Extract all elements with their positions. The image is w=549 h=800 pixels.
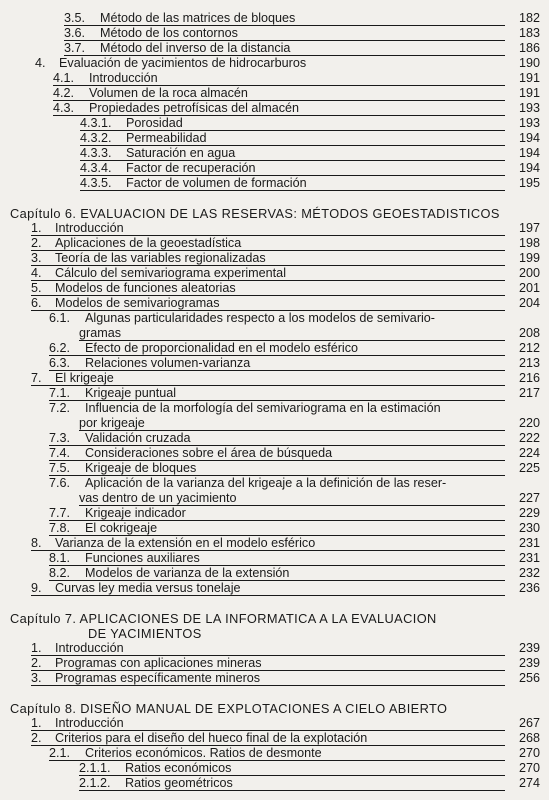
entry-number: 4. [35,56,46,70]
entry-page-number: 267 [518,716,540,730]
entry-page-number: 229 [518,506,540,520]
entry-number: 8.1. [49,551,71,565]
entry-title: Criterios económicos. Ratios de desmonte [85,746,322,760]
entry-page-number: 239 [518,641,540,655]
entry-number: 4.3.5. [80,176,112,190]
entry-page-number: 194 [518,146,540,160]
toc-entry [0,401,540,416]
entry-number: 8.2. [49,566,71,580]
entry-number: 7.6. [49,476,71,490]
entry-title: Introducción [55,221,124,235]
entry-title: El cokrigeaje [85,521,158,535]
entry-page-number: 236 [518,581,540,595]
toc-entry [0,761,540,776]
toc-entry [0,431,540,446]
entry-number: 2.1.1. [79,761,111,775]
entry-number: 1. [31,716,42,730]
entry-number: 7.2. [49,401,71,415]
entry-number: 2. [31,236,42,250]
toc-entry [0,386,540,401]
entry-page-number: 194 [518,161,540,175]
toc-entry [0,101,540,116]
entry-page-number: 204 [518,296,540,310]
entry-title: Efecto de proporcionalidad en el modelo esférico [85,341,359,355]
entry-page-number: 231 [518,536,540,550]
entry-title: Consideraciones sobre el área de búsqueda [85,446,333,460]
entry-page-number: 270 [518,761,540,775]
entry-page-number: 212 [518,341,540,355]
entry-page-number: 186 [518,41,540,55]
entry-title: Modelos de semivariogramas [55,296,220,310]
entry-number: 4.2. [53,86,75,100]
toc-entry [0,71,540,86]
entry-title: vas dentro de un yacimiento [79,491,237,505]
entry-title: Introducción [55,716,124,730]
entry-number: 5. [31,281,42,295]
toc-entry [0,56,540,71]
chapter-heading: Capítulo 8. DISEÑO MANUAL DE EXPLOTACIONES A CIELO ABIERTO [10,701,448,716]
entry-title: Ratios geométricos [125,776,233,790]
entry-number: 7.4. [49,446,71,460]
entry-page-number: 190 [518,56,540,70]
entry-page-number: 201 [518,281,540,295]
entry-number: 7.8. [49,521,71,535]
entry-title: Teoría de las variables regionalizadas [55,251,266,265]
entry-page-number: 199 [518,251,540,265]
toc-entry [0,536,540,551]
entry-page-number: 268 [518,731,540,745]
entry-number: 7. [31,371,42,385]
entry-page-number: 222 [518,431,540,445]
chapter-heading: DE YACIMIENTOS [88,626,202,641]
entry-number: 3.5. [64,11,86,25]
entry-number: 4.3.3. [80,146,112,160]
entry-title: Varianza de la extensión en el modelo esférico [55,536,316,550]
entry-number: 2. [31,731,42,745]
entry-title: Krigeaje puntual [85,386,177,400]
entry-number: 8. [31,536,42,550]
entry-page-number: 270 [518,746,540,760]
entry-title: Curvas ley media versus tonelaje [55,581,241,595]
toc-entry [0,776,540,791]
entry-title: Permeabilidad [126,131,207,145]
entry-page-number: 198 [518,236,540,250]
row-underline [31,595,505,596]
toc-entry [0,671,540,686]
toc-entry [0,491,540,506]
entry-number: 2. [31,656,42,670]
entry-title: Evaluación de yacimientos de hidrocarburos [59,56,307,70]
toc-entry [0,476,540,491]
entry-title: Factor de volumen de formación [126,176,307,190]
toc-entry [0,356,540,371]
entry-page-number: 225 [518,461,540,475]
entry-number: 9. [31,581,42,595]
toc-entry [0,131,540,146]
entry-page-number: 227 [518,491,540,505]
entry-page-number: 182 [518,11,540,25]
entry-title: Propiedades petrofísicas del almacén [89,101,300,115]
entry-page-number: 200 [518,266,540,280]
toc-entry [0,656,540,671]
entry-number: 3.7. [64,41,86,55]
entry-page-number: 274 [518,776,540,790]
chapter-heading: Capítulo 7. APLICACIONES DE LA INFORMATICA A LA EVALUACION [10,611,437,626]
toc-entry [0,116,540,131]
toc-entry [0,716,540,731]
entry-page-number: 224 [518,446,540,460]
entry-page-number: 191 [518,86,540,100]
entry-title: por krigeaje [79,416,145,430]
toc-entry [0,41,540,56]
row-underline [80,190,505,191]
entry-title: Algunas particularidades respecto a los modelos de semivario- [85,311,436,325]
toc-entry [0,86,540,101]
entry-title: Funciones auxiliares [85,551,200,565]
entry-page-number: 194 [518,131,540,145]
entry-title: Aplicación de la varianza del krigeaje a la definición de las reser- [85,476,447,490]
entry-title: Ratios económicos [125,761,232,775]
entry-title: Programas específicamente mineros [55,671,261,685]
toc-entry [0,311,540,326]
toc-entry [0,341,540,356]
toc-entry [0,566,540,581]
entry-title: Introducción [55,641,124,655]
entry-title: Krigeaje de bloques [85,461,197,475]
entry-title: Saturación en agua [126,146,236,160]
entry-number: 1. [31,641,42,655]
entry-title: El krigeaje [55,371,114,385]
entry-number: 4. [31,266,42,280]
toc-entry [0,416,540,431]
entry-title: Volumen de la roca almacén [89,86,248,100]
entry-title: Programas con aplicaciones mineras [55,656,262,670]
entry-number: 7.1. [49,386,71,400]
entry-title: Modelos de funciones aleatorias [55,281,236,295]
toc-entry [0,371,540,386]
entry-title: Cálculo del semivariograma experimental [55,266,286,280]
entry-number: 4.3.2. [80,131,112,145]
entry-page-number: 239 [518,656,540,670]
entry-page-number: 217 [518,386,540,400]
chapter-heading: Capítulo 6. EVALUACION DE LAS RESERVAS: MÉTODOS GEOESTADISTICOS [10,206,500,221]
toc-entry [0,221,540,236]
entry-number: 6.1. [49,311,71,325]
toc-entry [0,26,540,41]
entry-title: Validación cruzada [85,431,191,445]
toc-entry [0,251,540,266]
entry-number: 3.6. [64,26,86,40]
entry-number: 7.5. [49,461,71,475]
entry-title: Método de los contornos [100,26,238,40]
entry-number: 7.7. [49,506,71,520]
entry-title: Método de las matrices de bloques [100,11,296,25]
entry-title: Relaciones volumen-varianza [85,356,251,370]
entry-number: 1. [31,221,42,235]
toc-entry [0,461,540,476]
entry-number: 3. [31,251,42,265]
entry-page-number: 232 [518,566,540,580]
entry-title: gramas [79,326,121,340]
entry-page-number: 208 [518,326,540,340]
entry-page-number: 220 [518,416,540,430]
row-underline [31,685,505,686]
entry-title: Criterios para el diseño del hueco final de la explotación [55,731,368,745]
entry-number: 2.1. [49,746,71,760]
entry-number: 3. [31,671,42,685]
toc-entry [0,176,540,191]
entry-number: 6.3. [49,356,71,370]
entry-page-number: 230 [518,521,540,535]
entry-number: 6.2. [49,341,71,355]
toc-entry [0,146,540,161]
toc-entry [0,731,540,746]
toc-entry [0,236,540,251]
entry-number: 6. [31,296,42,310]
entry-title: Modelos de varianza de la extensión [85,566,290,580]
entry-number: 7.3. [49,431,71,445]
entry-title: Factor de recuperación [126,161,256,175]
toc-entry [0,326,540,341]
toc-entry [0,281,540,296]
entry-page-number: 216 [518,371,540,385]
toc-entry [0,641,540,656]
toc-entry [0,161,540,176]
toc-entry [0,551,540,566]
toc-entry [0,296,540,311]
entry-title: Porosidad [126,116,183,130]
row-underline [79,790,505,791]
entry-page-number: 193 [518,116,540,130]
toc-entry [0,446,540,461]
toc-entry [0,746,540,761]
entry-title: Introducción [89,71,158,85]
entry-page-number: 231 [518,551,540,565]
entry-title: Método del inverso de la distancia [100,41,291,55]
entry-number: 2.1.2. [79,776,111,790]
toc-entry [0,266,540,281]
entry-title: Aplicaciones de la geoestadística [55,236,242,250]
entry-number: 4.3.1. [80,116,112,130]
entry-page-number: 213 [518,356,540,370]
entry-page-number: 197 [518,221,540,235]
entry-page-number: 193 [518,101,540,115]
entry-number: 4.1. [53,71,75,85]
entry-number: 4.3.4. [80,161,112,175]
entry-title: Krigeaje indicador [85,506,186,520]
entry-page-number: 183 [518,26,540,40]
toc-entry [0,506,540,521]
entry-page-number: 191 [518,71,540,85]
entry-title: Influencia de la morfología del semivariograma en la estimación [85,401,441,415]
toc-entry [0,11,540,26]
toc-entry [0,521,540,536]
entry-number: 4.3. [53,101,75,115]
toc-entry [0,581,540,596]
entry-page-number: 256 [518,671,540,685]
entry-page-number: 195 [518,176,540,190]
